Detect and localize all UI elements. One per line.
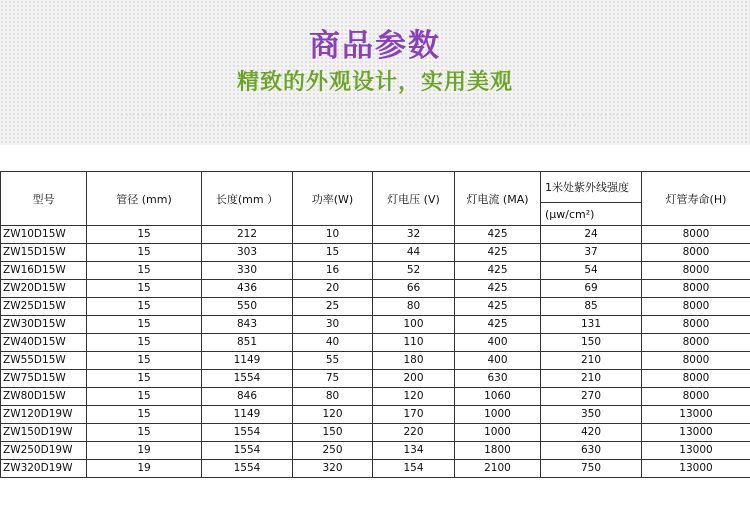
cell-model: ZW25D15W (1, 298, 87, 316)
cell-diameter: 15 (87, 262, 202, 280)
cell-intensity: 131 (541, 316, 642, 334)
cell-power: 30 (293, 316, 373, 334)
cell-voltage: 100 (373, 316, 455, 334)
cell-length: 436 (202, 280, 293, 298)
cell-current: 425 (455, 262, 541, 280)
table-row (1, 298, 750, 316)
cell-intensity: 420 (541, 424, 642, 442)
cell-current: 425 (455, 316, 541, 334)
cell-voltage: 120 (373, 388, 455, 406)
cell-voltage: 200 (373, 370, 455, 388)
cell-length: 1554 (202, 460, 293, 478)
header-power: 功率(W) (293, 172, 373, 226)
header-diameter: 管径 (mm) (87, 172, 202, 226)
cell-length: 1554 (202, 424, 293, 442)
cell-diameter: 15 (87, 334, 202, 352)
cell-diameter: 15 (87, 388, 202, 406)
cell-intensity: 210 (541, 370, 642, 388)
header-current: 灯电流 (MA) (455, 172, 541, 226)
cell-lifetime: 13000 (642, 442, 750, 460)
cell-length: 212 (202, 226, 293, 244)
cell-voltage: 80 (373, 298, 455, 316)
cell-diameter: 15 (87, 316, 202, 334)
cell-model: ZW120D19W (1, 406, 87, 424)
cell-model: ZW80D15W (1, 388, 87, 406)
cell-current: 425 (455, 226, 541, 244)
cell-power: 120 (293, 406, 373, 424)
cell-model: ZW55D15W (1, 352, 87, 370)
table-row (1, 316, 750, 334)
table-row (1, 424, 750, 442)
cell-length: 843 (202, 316, 293, 334)
cell-voltage: 220 (373, 424, 455, 442)
table-row (1, 460, 750, 478)
cell-voltage: 134 (373, 442, 455, 460)
table-row (1, 226, 750, 244)
cell-intensity: 750 (541, 460, 642, 478)
cell-length: 1149 (202, 406, 293, 424)
cell-power: 75 (293, 370, 373, 388)
cell-length: 1554 (202, 370, 293, 388)
table-row (1, 244, 750, 262)
banner (0, 0, 750, 145)
cell-current: 1800 (455, 442, 541, 460)
cell-current: 425 (455, 298, 541, 316)
cell-current: 400 (455, 352, 541, 370)
decorative-faint-text: ・・・・・・・・・・・・・・・・・・・・・・・・・・・・・・・・・・・・・・・・・・・・・・・・・・・・・・・・・・・・・・・・・・・・・・・・・・・・・・・・・・・・・・・・・・・・・ (119, 113, 631, 119)
cell-current: 425 (455, 280, 541, 298)
cell-model: ZW15D15W (1, 244, 87, 262)
cell-model: ZW30D15W (1, 316, 87, 334)
cell-intensity: 270 (541, 388, 642, 406)
cell-voltage: 154 (373, 460, 455, 478)
cell-current: 1000 (455, 406, 541, 424)
cell-intensity: 630 (541, 442, 642, 460)
header-model: 型号 (1, 172, 87, 226)
cell-intensity: 150 (541, 334, 642, 352)
header-lifetime: 灯管寿命(H) (642, 172, 750, 226)
cell-lifetime: 8000 (642, 316, 750, 334)
table-row (1, 442, 750, 460)
cell-power: 80 (293, 388, 373, 406)
cell-voltage: 110 (373, 334, 455, 352)
cell-power: 16 (293, 262, 373, 280)
cell-diameter: 15 (87, 244, 202, 262)
cell-voltage: 180 (373, 352, 455, 370)
table-row (1, 370, 750, 388)
cell-lifetime: 8000 (642, 388, 750, 406)
page-subtitle: 精致的外观设计，实用美观 (236, 70, 513, 95)
cell-model: ZW10D15W (1, 226, 87, 244)
cell-power: 320 (293, 460, 373, 478)
cell-lifetime: 8000 (642, 370, 750, 388)
header-length: 长度(mm ） (202, 172, 293, 226)
cell-lifetime: 8000 (642, 334, 750, 352)
cell-power: 40 (293, 334, 373, 352)
cell-diameter: 15 (87, 424, 202, 442)
cell-power: 20 (293, 280, 373, 298)
table-row (1, 334, 750, 352)
cell-length: 851 (202, 334, 293, 352)
cell-voltage: 32 (373, 226, 455, 244)
cell-lifetime: 13000 (642, 406, 750, 424)
cell-voltage: 66 (373, 280, 455, 298)
cell-lifetime: 8000 (642, 226, 750, 244)
cell-lifetime: 8000 (642, 280, 750, 298)
cell-length: 1149 (202, 352, 293, 370)
cell-diameter: 15 (87, 298, 202, 316)
cell-diameter: 19 (87, 442, 202, 460)
cell-current: 425 (455, 244, 541, 262)
cell-power: 150 (293, 424, 373, 442)
table-row (1, 280, 750, 298)
cell-model: ZW40D15W (1, 334, 87, 352)
cell-intensity: 69 (541, 280, 642, 298)
cell-length: 330 (202, 262, 293, 280)
cell-power: 55 (293, 352, 373, 370)
cell-diameter: 15 (87, 370, 202, 388)
table-row (1, 388, 750, 406)
cell-current: 1060 (455, 388, 541, 406)
cell-diameter: 19 (87, 460, 202, 478)
decorative-faint-text: ・・・・・・・・・・・・・・・・・・・・・・・・・・・・・・・・・・・・・・・・・・・ (256, 102, 494, 108)
cell-voltage: 170 (373, 406, 455, 424)
cell-voltage: 44 (373, 244, 455, 262)
cell-power: 10 (293, 226, 373, 244)
cell-length: 1554 (202, 442, 293, 460)
cell-intensity: 37 (541, 244, 642, 262)
table-row (1, 406, 750, 424)
cell-lifetime: 13000 (642, 460, 750, 478)
header-voltage: 灯电压 (V) (373, 172, 455, 226)
cell-model: ZW20D15W (1, 280, 87, 298)
cell-current: 2100 (455, 460, 541, 478)
parameter-table (0, 171, 750, 478)
cell-lifetime: 8000 (642, 298, 750, 316)
cell-lifetime: 13000 (642, 424, 750, 442)
cell-lifetime: 8000 (642, 262, 750, 280)
cell-model: ZW250D19W (1, 442, 87, 460)
cell-length: 303 (202, 244, 293, 262)
cell-model: ZW150D19W (1, 424, 87, 442)
cell-intensity: 54 (541, 262, 642, 280)
cell-current: 1000 (455, 424, 541, 442)
decorative-faint-text: ・・・・・・・・・・・・・・・・・・・・・・・・・・・・・・・・・・・・・・・・・・・・・・・・・・・・・・・・・・・・・・・・・・・・・・・・・・ (171, 123, 579, 129)
cell-diameter: 15 (87, 406, 202, 424)
cell-intensity: 24 (541, 226, 642, 244)
cell-current: 630 (455, 370, 541, 388)
cell-current: 400 (455, 334, 541, 352)
cell-power: 15 (293, 244, 373, 262)
cell-voltage: 52 (373, 262, 455, 280)
cell-intensity: 210 (541, 352, 642, 370)
cell-model: ZW320D19W (1, 460, 87, 478)
cell-length: 550 (202, 298, 293, 316)
header-intensity: 1米处紫外线强度 (541, 172, 642, 203)
cell-power: 25 (293, 298, 373, 316)
cell-diameter: 15 (87, 352, 202, 370)
cell-length: 846 (202, 388, 293, 406)
cell-model: ZW16D15W (1, 262, 87, 280)
cell-diameter: 15 (87, 280, 202, 298)
cell-diameter: 15 (87, 226, 202, 244)
cell-intensity: 85 (541, 298, 642, 316)
table-row (1, 352, 750, 370)
cell-model: ZW75D15W (1, 370, 87, 388)
page-title: 商品参数 (309, 28, 441, 64)
cell-power: 250 (293, 442, 373, 460)
header-intensity-unit: (μw/cm²) (541, 203, 642, 226)
cell-lifetime: 8000 (642, 244, 750, 262)
cell-lifetime: 8000 (642, 352, 750, 370)
table-row (1, 262, 750, 280)
table-body (1, 226, 750, 478)
cell-intensity: 350 (541, 406, 642, 424)
